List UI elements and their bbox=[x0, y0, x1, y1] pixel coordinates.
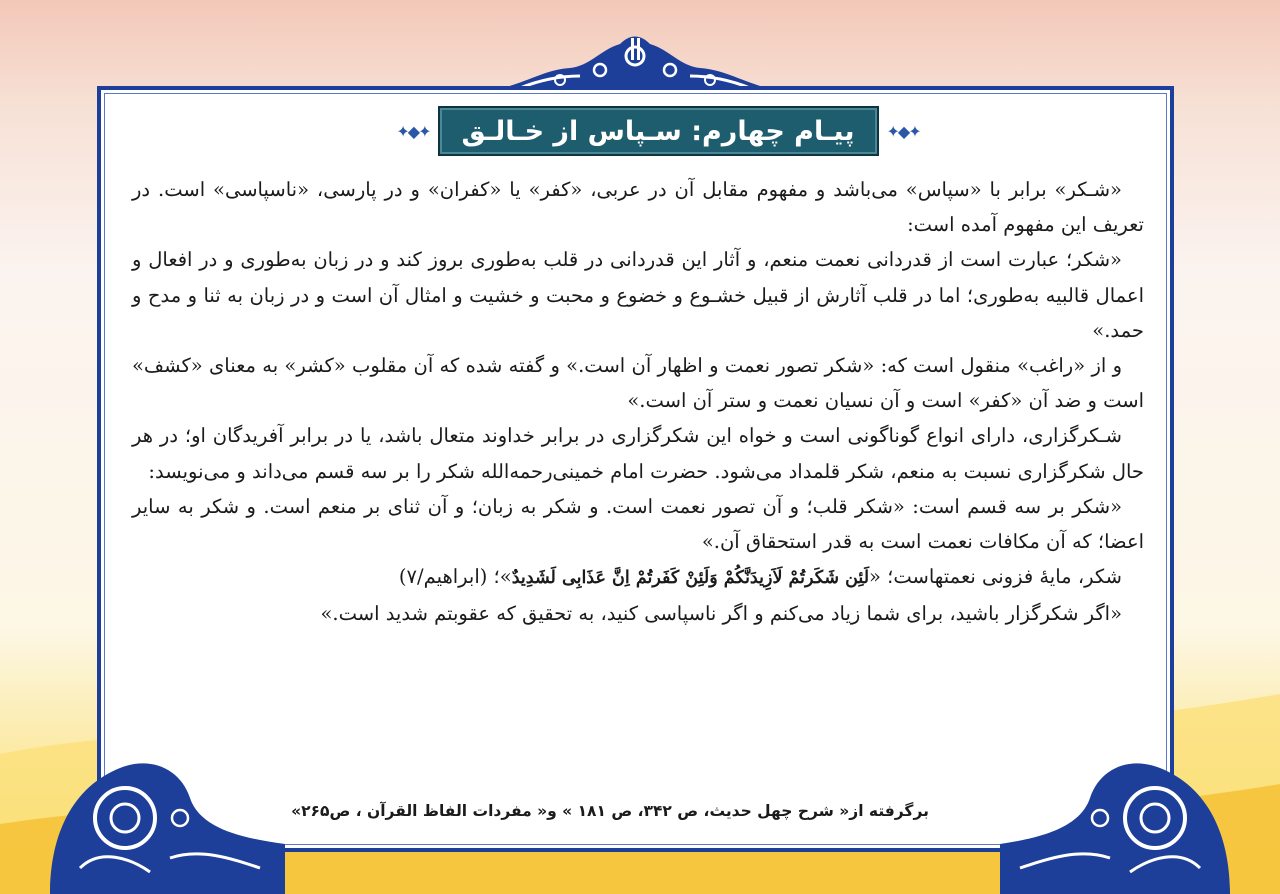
verse-line bbox=[132, 559, 1144, 596]
verse-arabic: لَئِن شَکَرتُمْ لَاَزِیدَنَّکُمْ وَلَئِنْ کَفَرتُمْ اِنَّ عَذَابِی لَشَدِیدٌ bbox=[511, 568, 870, 589]
title-banner bbox=[398, 104, 918, 158]
paragraph-4: شـکرگزاری، دارای انواع گوناگونی است و خواه این شکرگزاری در برابر خداوند متعال باشد، یا در برابر آفریدگان او؛ در هر حال شکرگزاری نسبت به منعم، شکر قلمداد می‌شود. حضرت امام خمینی‌رحمه‌الله شکر را بر سه قسم می‌داند و می‌نویسد: bbox=[132, 424, 1144, 483]
page-title-text: پیـام چهارم: سـپاس از خـالـق bbox=[461, 115, 855, 147]
paragraph-1: «شـکر» برابر با «سپاس» می‌باشد و مفهوم مقابل آن در عربی، «کفر» یا «کفران» و در پارسی، «ناسپاسی» است. در تعریف این مفهوم آمده است: bbox=[132, 178, 1144, 237]
paragraph-3: و از «راغب» منقول است که: «شکر تصور نعمت و اظهار آن است.» و گفته شده که آن مقلوب «کشر» به معنای «کشف» است و ضد آن «کفر» است و آن نسیان نعمت و ستر آن است.» bbox=[132, 354, 1144, 413]
title-flourish-right-icon: ✦◆✦ bbox=[396, 121, 430, 141]
page-title bbox=[438, 106, 879, 156]
verse-reference: »؛ (ابراهیم/۷) bbox=[398, 565, 512, 589]
verse-intro: شکر، مایهٔ فزونی نعمتهاست؛ « bbox=[869, 565, 1122, 589]
body-text bbox=[132, 172, 1144, 632]
bottom-right-ornament bbox=[1000, 748, 1240, 894]
source-citation: برگرفته از« شرح چهل حدیث، ص ۳۴۲، ص ۱۸۱ » و« مفردات الفاظ القرآن ، ص۲۶۵» bbox=[291, 802, 929, 820]
title-flourish-left-icon: ✦◆✦ bbox=[886, 121, 920, 141]
paragraph-5: «شکر بر سه قسم است: «شکر قلب؛ و آن تصور نعمت است. و شکر به زبان؛ و آن ثنای بر منعم است. و شکر به سایر اعضا؛ که آن مکافات نعمت است به قدر استحقاق آن.» bbox=[132, 494, 1144, 554]
bottom-left-ornament bbox=[40, 748, 285, 894]
verse-translation: «اگر شکرگزار باشید، برای شما زیاد می‌کنم و اگر ناسپاسی کنید، به تحقیق که عقوبتم شدید است.» bbox=[320, 602, 1122, 626]
paragraph-2: «شکر؛ عبارت است از قدردانی نعمت منعم، و آثار این قدردانی در قلب به‌طوری بروز کند و در زبان به‌طوری و در افعال و اعمال قالبیه به‌طوری؛ اما در قلب آثارش از قبیل خشـوع و خضوع و محبت و خشیت و امثال آن است و در زبان به ثنا و مدح و حمد.» bbox=[132, 248, 1144, 342]
